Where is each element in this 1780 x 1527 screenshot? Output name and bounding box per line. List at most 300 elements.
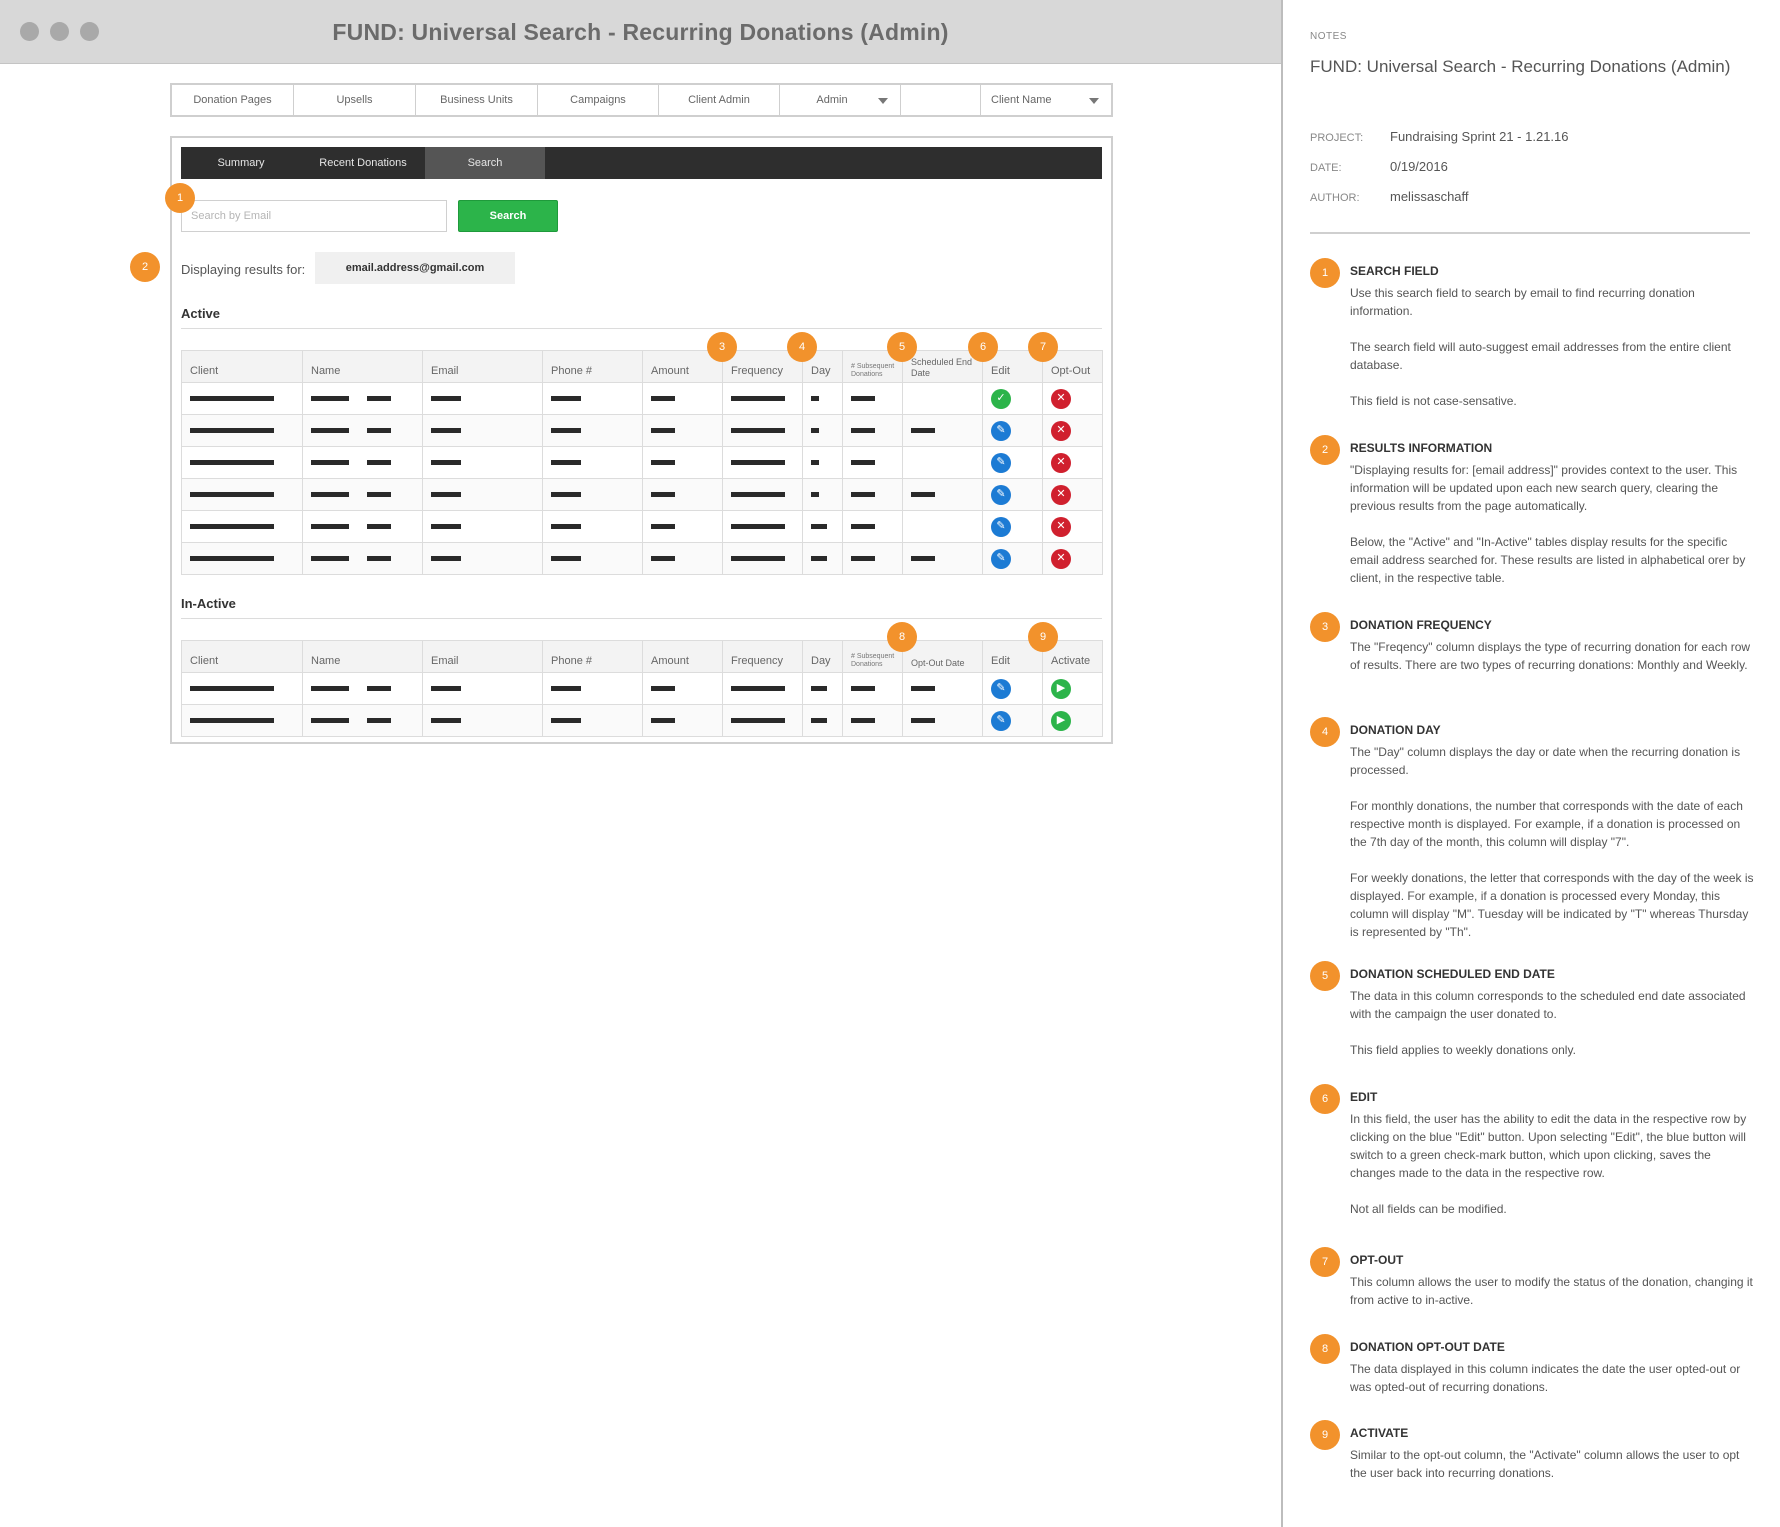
opt-out-icon[interactable]: ✕ [1051,485,1071,505]
cell-edit [983,511,1043,543]
notes-title: FUND: Universal Search - Recurring Donations (Admin) [1310,57,1731,76]
cell-email [423,383,543,415]
note-number-badge: 6 [1310,1084,1340,1114]
edit-icon[interactable]: ✎ [991,517,1011,537]
placeholder-bar [811,428,819,433]
cell-name [303,447,423,479]
cell-amount [643,543,723,575]
placeholder-bar [551,428,581,433]
annotation-badge-3: 3 [707,332,737,362]
meta-project-value: Fundraising Sprint 21 - 1.21.16 [1390,129,1569,144]
cell-client [182,415,303,447]
placeholder-bar [851,718,875,723]
opt-out-icon[interactable]: ✕ [1051,421,1071,441]
placeholder-bar [851,556,875,561]
cell-day [803,673,843,705]
inactive-table [181,640,1103,737]
cell-day [803,543,843,575]
cell-phone [543,705,643,737]
nav-item-upsells[interactable]: Upsells [294,85,416,115]
annotation-badge-2: 2 [130,252,160,282]
note-paragraph: Below, the "Active" and "In-Active" tables display results for the specific email address searched for. These results are listed in alphabetical orer by client, in the respective table. [1350,535,1746,585]
placeholder-bar [811,492,819,497]
col-frequency: Frequency [723,641,803,673]
opt-out-icon[interactable]: ✕ [1051,517,1071,537]
placeholder-bar [311,460,349,465]
cell-frequency [723,705,803,737]
table-row [182,479,1103,511]
cell-edit [983,543,1043,575]
cell-amount [643,511,723,543]
placeholder-bar [367,524,391,529]
cell-opt-out [1043,415,1103,447]
admin-dropdown-label: Admin [816,94,848,106]
nav-item-client-admin[interactable]: Client Admin [659,85,780,115]
cell-scheduled-end-date [903,543,983,575]
cell-day [803,479,843,511]
cell-frequency [723,511,803,543]
note-number-badge: 2 [1310,435,1340,465]
cell-email [423,705,543,737]
note-item [1310,264,1755,428]
note-heading: OPT-OUT [1350,1253,1404,1267]
note-heading: DONATION FREQUENCY [1350,618,1492,632]
placeholder-bar [811,396,819,401]
note-heading: SEARCH FIELD [1350,264,1439,278]
note-heading: DONATION DAY [1350,723,1441,737]
cell-day [803,705,843,737]
note-paragraph: In this field, the user has the ability to edit the data in the respective row by clicking on the blue "Edit" button. Upon selecting "Edit", the blue button will switch to a green check-mark button, which upon clicking, saves the changes made to the data in the respective row. [1350,1112,1747,1180]
inactive-table-header [182,641,1103,673]
table-row [182,447,1103,479]
cell-phone [543,543,643,575]
cell-day [803,511,843,543]
note-paragraph: This field is not case-sensative. [1350,394,1517,408]
tab-search[interactable]: Search [425,147,545,179]
notes-panel [1285,0,1780,1527]
note-item [1310,967,1755,1077]
divider [1310,232,1750,234]
placeholder-bar [851,492,875,497]
note-item [1310,1426,1755,1500]
edit-icon[interactable]: ✎ [991,711,1011,731]
cell-subsequent-donations [843,415,903,447]
note-paragraph: The search field will auto-suggest email addresses from the entire client database. [1350,340,1731,372]
title-bar [0,0,1281,64]
col-client: Client [182,351,303,383]
cell-client [182,511,303,543]
note-paragraph: The data in this column corresponds to the scheduled end date associated with the campaign the user donated to. [1350,989,1746,1021]
placeholder-bar [811,524,827,529]
cell-phone [543,673,643,705]
annotation-badge-4: 4 [787,332,817,362]
nav-item-campaigns[interactable]: Campaigns [538,85,659,115]
table-row [182,415,1103,447]
top-navigation [170,83,1113,117]
note-paragraph: Use this search field to search by email to find recurring donation information. [1350,286,1695,318]
table-row [182,673,1103,705]
col-amount: Amount [643,351,723,383]
cell-amount [643,673,723,705]
note-heading: EDIT [1350,1090,1378,1104]
placeholder-bar [851,460,875,465]
cell-frequency [723,447,803,479]
chevron-down-icon [878,98,888,104]
meta-author-value: melissaschaff [1390,189,1469,204]
cell-scheduled-end-date [903,447,983,479]
search-panel [170,136,1113,744]
col-phone: Phone # [543,351,643,383]
annotation-badge-5: 5 [887,332,917,362]
col-scheduled-end-date: Scheduled End Date [903,351,983,383]
placeholder-bar [311,396,349,401]
note-heading: DONATION SCHEDULED END DATE [1350,967,1555,981]
cell-phone [543,479,643,511]
placeholder-bar [551,686,581,691]
placeholder-bar [190,460,274,465]
placeholder-bar [367,396,391,401]
placeholder-bar [911,718,935,723]
cell-scheduled-end-date [903,415,983,447]
col-email: Email [423,641,543,673]
cell-email [423,479,543,511]
col-phone: Phone # [543,641,643,673]
note-heading: DONATION OPT-OUT DATE [1350,1340,1505,1354]
note-paragraph: Not all fields can be modified. [1350,1202,1507,1216]
cell-scheduled-end-date [903,479,983,511]
placeholder-bar [551,460,581,465]
note-paragraph: This field applies to weekly donations only. [1350,1043,1576,1057]
annotation-badge-9: 9 [1028,622,1058,652]
col-frequency: Frequency [723,351,803,383]
results-email: email.address@gmail.com [315,252,515,284]
placeholder-bar [731,718,785,723]
cell-subsequent-donations [843,447,903,479]
placeholder-bar [651,428,675,433]
table-row [182,543,1103,575]
active-table-body [182,383,1103,575]
divider [181,328,1102,329]
search-input[interactable] [181,200,447,232]
placeholder-bar [311,686,349,691]
tab-recent-donations[interactable]: Recent Donations [319,157,407,169]
placeholder-bar [190,556,274,561]
note-number-badge: 5 [1310,961,1340,991]
cell-name [303,511,423,543]
search-button[interactable]: Search [458,200,558,232]
client-name-label: Client Name [991,94,1052,106]
meta-date-key: DATE: [1310,162,1342,174]
annotation-badge-6: 6 [968,332,998,362]
cell-subsequent-donations [843,383,903,415]
placeholder-bar [431,460,461,465]
active-table [181,350,1103,575]
cell-edit [983,479,1043,511]
tab-summary[interactable]: Summary [217,157,265,169]
note-number-badge: 8 [1310,1334,1340,1364]
placeholder-bar [551,492,581,497]
note-item [1310,441,1755,605]
cell-edit [983,705,1043,737]
cell-subsequent-donations [843,511,903,543]
placeholder-bar [311,524,349,529]
opt-out-icon[interactable]: ✕ [1051,549,1071,569]
cell-edit [983,447,1043,479]
col-client: Client [182,641,303,673]
cell-amount [643,705,723,737]
cell-frequency [723,543,803,575]
note-paragraph: For monthly donations, the number that corresponds with the date of each respective month is displayed. For example, if a donation is processed on the 7th day of the month, this column will display "7". [1350,799,1743,849]
cell-client [182,673,303,705]
placeholder-bar [190,396,274,401]
cell-subsequent-donations [843,479,903,511]
cell-name [303,383,423,415]
placeholder-bar [851,396,875,401]
cell-name [303,415,423,447]
placeholder-bar [651,718,675,723]
edit-icon[interactable]: ✎ [991,679,1011,699]
placeholder-bar [851,428,875,433]
nav-item-blank[interactable] [901,85,981,115]
cell-frequency [723,673,803,705]
cell-amount [643,479,723,511]
cell-subsequent-donations [843,705,903,737]
placeholder-bar [731,460,785,465]
note-paragraph: The data displayed in this column indicates the date the user opted-out or was opted-out of recurring donations. [1350,1362,1741,1394]
placeholder-bar [651,460,675,465]
placeholder-bar [431,718,461,723]
placeholder-bar [851,686,875,691]
cell-frequency [723,479,803,511]
placeholder-bar [911,492,935,497]
notes-label: NOTES [1310,31,1347,42]
cell-activate [1043,705,1103,737]
table-row [182,383,1103,415]
placeholder-bar [811,686,827,691]
placeholder-bar [367,718,391,723]
placeholder-bar [731,396,785,401]
opt-out-icon[interactable]: ✕ [1051,453,1071,473]
placeholder-bar [651,492,675,497]
cell-phone [543,415,643,447]
placeholder-bar [651,556,675,561]
placeholder-bar [811,460,819,465]
panel-tabs [181,147,1102,179]
placeholder-bar [651,396,675,401]
col-name: Name [303,351,423,383]
note-item [1310,1090,1755,1236]
col-amount: Amount [643,641,723,673]
cell-name [303,673,423,705]
annotation-badge-8: 8 [887,622,917,652]
cell-opt-out [1043,447,1103,479]
placeholder-bar [911,428,935,433]
cell-amount [643,383,723,415]
placeholder-bar [431,686,461,691]
check-icon[interactable]: ✓ [991,389,1011,409]
placeholder-bar [851,524,875,529]
placeholder-bar [367,428,391,433]
meta-date-value: 0/19/2016 [1390,159,1448,174]
cell-email [423,511,543,543]
edit-icon[interactable]: ✎ [991,485,1011,505]
note-item [1310,1253,1755,1327]
active-table-header [182,351,1103,383]
note-number-badge: 9 [1310,1420,1340,1450]
placeholder-bar [731,428,785,433]
note-paragraph: This column allows the user to modify the status of the donation, changing it from active to in-active. [1350,1275,1753,1307]
nav-item-donation-pages[interactable]: Donation Pages [172,85,294,115]
cell-edit [983,673,1043,705]
cell-client [182,705,303,737]
annotation-badge-7: 7 [1028,332,1058,362]
col-day: Day [803,351,843,383]
nav-item-business-units[interactable]: Business Units [416,85,538,115]
placeholder-bar [431,556,461,561]
cell-phone [543,447,643,479]
placeholder-bar [311,718,349,723]
note-number-badge: 3 [1310,612,1340,642]
placeholder-bar [731,492,785,497]
col-activate: Activate [1043,641,1103,673]
cell-edit [983,415,1043,447]
cell-email [423,415,543,447]
placeholder-bar [431,492,461,497]
note-number-badge: 1 [1310,258,1340,288]
col-subsequent-donations: # Subsequent Donations [843,641,903,673]
placeholder-bar [367,556,391,561]
meta-author-key: AUTHOR: [1310,192,1360,204]
placeholder-bar [311,492,349,497]
cell-edit [983,383,1043,415]
placeholder-bar [731,686,785,691]
cell-email [423,447,543,479]
placeholder-bar [190,524,274,529]
col-edit: Edit [983,641,1043,673]
chevron-down-icon [1089,98,1099,104]
placeholder-bar [311,556,349,561]
cell-client [182,447,303,479]
cell-phone [543,511,643,543]
placeholder-bar [551,524,581,529]
admin-dropdown[interactable] [780,85,901,115]
cell-frequency [723,415,803,447]
cell-opt-out-date [903,705,983,737]
placeholder-bar [551,396,581,401]
cell-email [423,543,543,575]
col-opt-out-date: Opt-Out Date [903,641,983,673]
placeholder-bar [811,556,827,561]
cell-subsequent-donations [843,543,903,575]
placeholder-bar [811,718,827,723]
inactive-section-title: In-Active [181,596,236,611]
table-row [182,705,1103,737]
note-number-badge: 7 [1310,1247,1340,1277]
cell-client [182,383,303,415]
placeholder-bar [551,718,581,723]
divider [181,618,1102,619]
placeholder-bar [731,524,785,529]
window-title: FUND: Universal Search - Recurring Donations (Admin) [332,19,949,45]
note-heading: ACTIVATE [1350,1426,1409,1440]
col-day: Day [803,641,843,673]
placeholder-bar [431,524,461,529]
play-icon[interactable]: ▶ [1051,711,1071,731]
cell-opt-out [1043,383,1103,415]
placeholder-bar [367,460,391,465]
cell-scheduled-end-date [903,383,983,415]
note-paragraph: Similar to the opt-out column, the "Activate" column allows the user to opt the user back into recurring donations. [1350,1448,1740,1480]
inactive-table-body [182,673,1103,737]
placeholder-bar [190,686,274,691]
note-number-badge: 4 [1310,717,1340,747]
note-paragraph: For weekly donations, the letter that corresponds with the day of the week is displayed. For example, if a donation is processed every Monday, this column will display "M". Tuesday will be indicated by "T" whereas Thursday is represented by "Th". [1350,871,1754,939]
cell-amount [643,447,723,479]
placeholder-bar [367,686,391,691]
client-name-dropdown[interactable] [981,85,1111,115]
note-paragraph: "Displaying results for: [email address]" provides context to the user. This information will be updated upon each new search query, clearing the previous results from the page automatically. [1350,463,1738,513]
cell-client [182,543,303,575]
cell-subsequent-donations [843,673,903,705]
active-section-title: Active [181,306,221,321]
play-icon[interactable]: ▶ [1051,679,1071,699]
cell-day [803,415,843,447]
col-opt-out: Opt-Out [1043,351,1103,383]
cell-frequency [723,383,803,415]
placeholder-bar [551,556,581,561]
cell-day [803,383,843,415]
cell-amount [643,415,723,447]
note-paragraph: The "Freqency" column displays the type of recurring donation for each row of results. There are two types of recurring donations: Monthly and Weekly. [1350,640,1751,672]
placeholder-bar [311,428,349,433]
note-paragraph: The "Day" column displays the day or date when the recurring donation is processed. [1350,745,1741,777]
placeholder-bar [190,428,274,433]
placeholder-bar [911,556,935,561]
meta-project-key: PROJECT: [1310,132,1364,144]
placeholder-bar [731,556,785,561]
results-label: Displaying results for: [181,262,306,277]
cell-day [803,447,843,479]
edit-icon[interactable]: ✎ [991,421,1011,441]
cell-activate [1043,673,1103,705]
cell-email [423,673,543,705]
table-row [182,511,1103,543]
cell-scheduled-end-date [903,511,983,543]
cell-opt-out [1043,479,1103,511]
cell-name [303,543,423,575]
placeholder-bar [911,686,935,691]
edit-icon[interactable]: ✎ [991,453,1011,473]
cell-phone [543,383,643,415]
cell-opt-out [1043,511,1103,543]
placeholder-bar [190,492,274,497]
placeholder-bar [190,718,274,723]
col-email: Email [423,351,543,383]
col-subsequent-donations: # Subsequent Donations [843,351,903,383]
placeholder-bar [431,396,461,401]
note-item [1310,618,1755,692]
col-name: Name [303,641,423,673]
cell-opt-out [1043,543,1103,575]
cell-client [182,479,303,511]
cell-name [303,479,423,511]
note-heading: RESULTS INFORMATION [1350,441,1493,455]
note-item [1310,723,1755,959]
cell-name [303,705,423,737]
edit-icon[interactable]: ✎ [991,549,1011,569]
opt-out-icon[interactable]: ✕ [1051,389,1071,409]
note-item [1310,1340,1755,1414]
